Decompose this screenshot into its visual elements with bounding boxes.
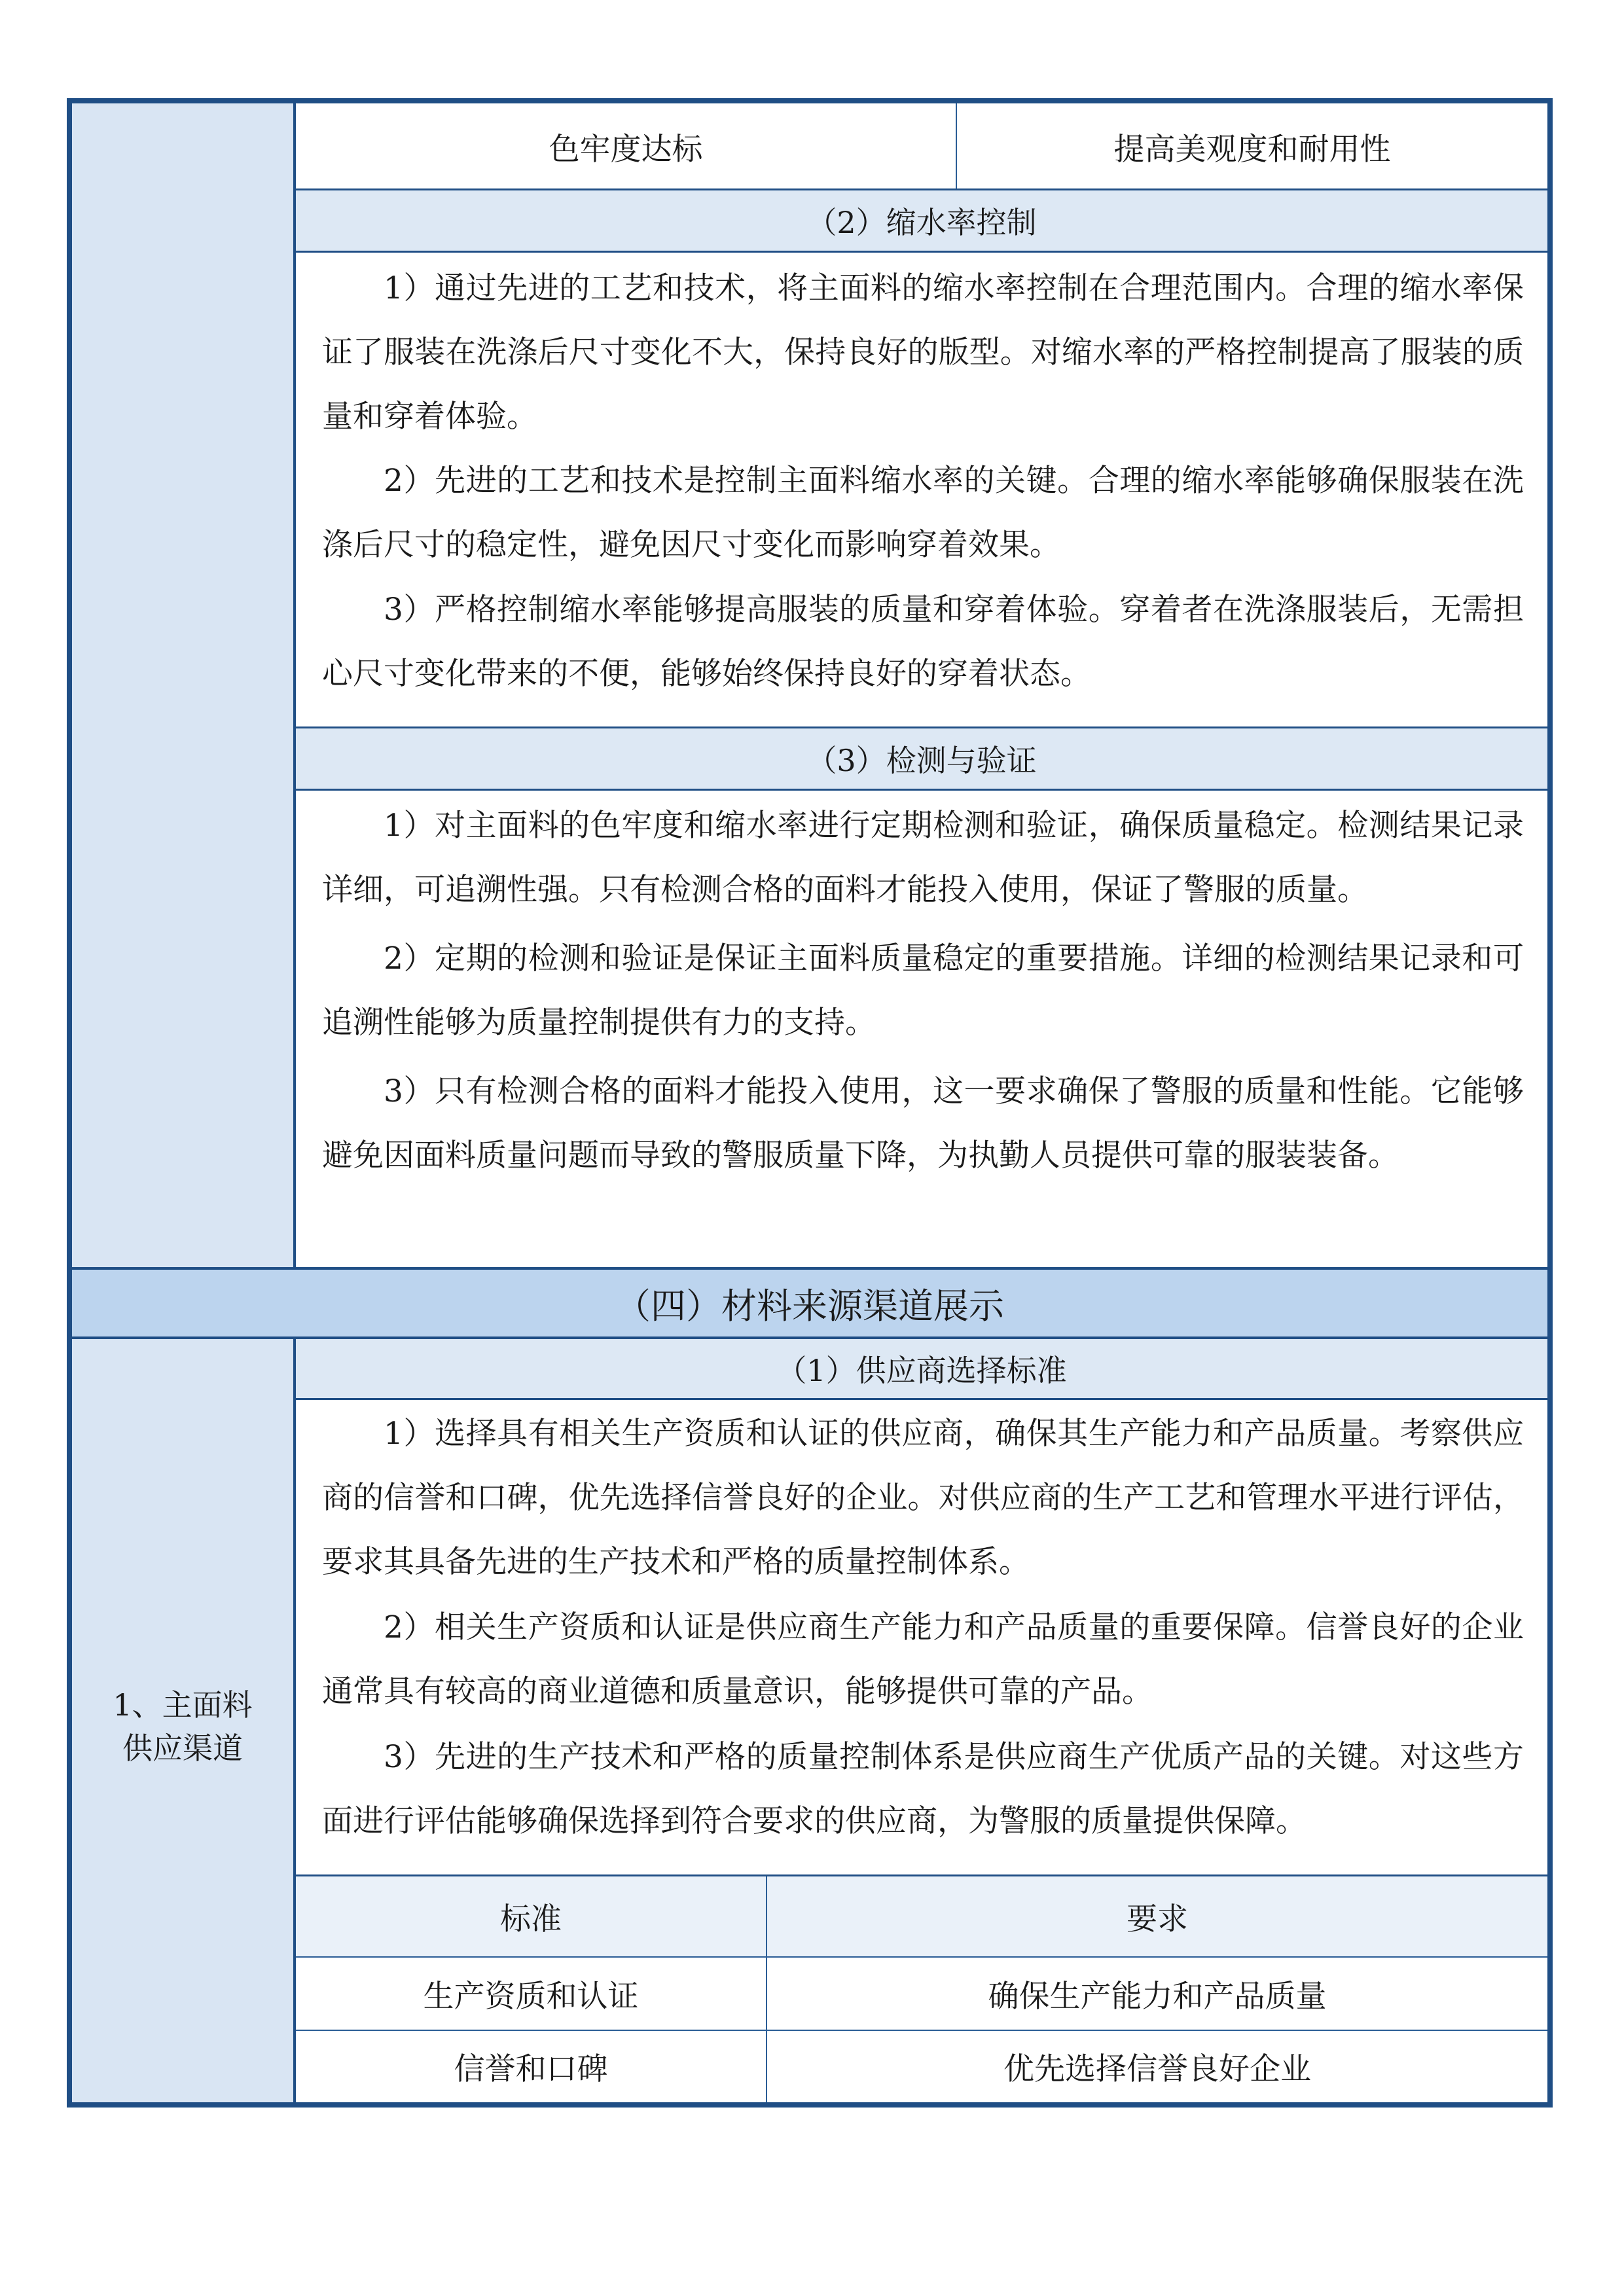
shrink-paragraph-2: 2）先进的工艺和技术是控制主面料缩水率的关键。合理的缩水率能够确保服装在洗涤后尺寸的稳定性，避免因尺寸变化而影响穿着效果。 [322,463,1524,563]
table-cell: 优先选择信誉良好企业 [1003,2051,1311,2087]
shrink-heading [296,190,1547,251]
table-row-2-criterion [296,2031,766,2102]
criteria-table [296,1876,1547,2102]
supplier-paragraph-1: 1）选择具有相关生产资质和认证的供应商，确保其生产能力和产品质量。考察供应商的信誉和口碑，优先选择信誉良好的企业。对供应商的生产工艺和管理水平进行评估，要求其具备先进的生产技术和严格的质量控制体系。 [322,1416,1524,1580]
supplier-heading-text: （1）供应商选择标准 [776,1353,1067,1388]
supplier-paragraph-2: 2）相关生产资质和认证是供应商生产能力和产品质量的重要保障。信誉良好的企业通常具有较高的商业道德和质量意识，能够提供可靠的产品。 [322,1609,1524,1710]
table-cell: 生产资质和认证 [423,1978,639,2015]
content-table-frame [67,98,1553,2108]
colorfastness-requirement: 提高美观度和耐用性 [1113,131,1391,168]
testing-heading [296,728,1547,789]
supplier-heading [296,1339,1547,1398]
left-column-lower [72,1339,296,2102]
supplier-paragraph-3: 3）先进的生产技术和严格的质量控制体系是供应商生产优质产品的关键。对这些方面进行评估能够确保选择到符合要求的供应商，为警服的质量提供保障。 [322,1739,1524,1839]
left-column-upper [72,103,296,1267]
table-cell: 信誉和口碑 [454,2051,608,2087]
testing-paragraph-2: 2）定期的检测和验证是保证主面料质量稳定的重要措施。详细的检测结果记录和可追溯性能够为质量控制提供有力的支持。 [322,941,1524,1041]
section-title: （四）材料来源渠道展示 [615,1285,1004,1327]
table-row-1-criterion [296,1958,766,2030]
shrink-paragraph-3: 3）严格控制缩水率能够提高服装的质量和穿着体验。穿着者在洗涤服装后，无需担心尺寸变化带来的不便，能够始终保持良好的穿着状态。 [322,592,1524,692]
testing-paragraph-3: 3）只有检测合格的面料才能投入使用，这一要求确保了警服的质量和性能。它能够避免因面料质量问题而导致的警服质量下降，为执勤人员提供可靠的服装装备。 [322,1073,1524,1174]
table-header-requirement [767,1876,1547,1956]
section-title-band [72,1267,1547,1339]
testing-heading-text: （3）检测与验证 [806,743,1037,778]
right-column-upper [296,103,1547,1267]
shrink-heading-text: （2）缩水率控制 [806,205,1037,240]
table-header-criterion [296,1876,766,1956]
row-label [72,1683,293,1770]
row-divider [296,1398,1547,1400]
table-row-1-requirement [767,1958,1547,2030]
table-header-criterion-text: 标准 [500,1901,562,1937]
shrink-paragraph-1: 1）通过先进的工艺和技术，将主面料的缩水率控制在合理范围内。合理的缩水率保证了服装在洗涤后尺寸变化不大，保持良好的版型。对缩水率的严格控制提高了服装的质量和穿着体验。 [322,270,1524,435]
right-column-lower [296,1339,1547,2102]
colorfastness-requirement-cell [957,103,1547,190]
colorfastness-criterion-cell [296,103,956,190]
table-header-requirement-text: 要求 [1127,1901,1188,1937]
table-cell: 确保生产能力和产品质量 [988,1978,1327,2015]
colorfastness-criterion: 色牢度达标 [549,131,703,168]
table-row-2-requirement [767,2031,1547,2102]
row-label-line-2: 供应渠道 [122,1731,243,1766]
row-divider [296,251,1547,253]
row-label-line-1: 1、主面料 [113,1687,253,1723]
row-divider [296,789,1547,791]
testing-paragraph-1: 1）对主面料的色牢度和缩水率进行定期检测和验证，确保质量稳定。检测结果记录详细，可追溯性强。只有检测合格的面料才能投入使用，保证了警服的质量。 [322,808,1524,908]
